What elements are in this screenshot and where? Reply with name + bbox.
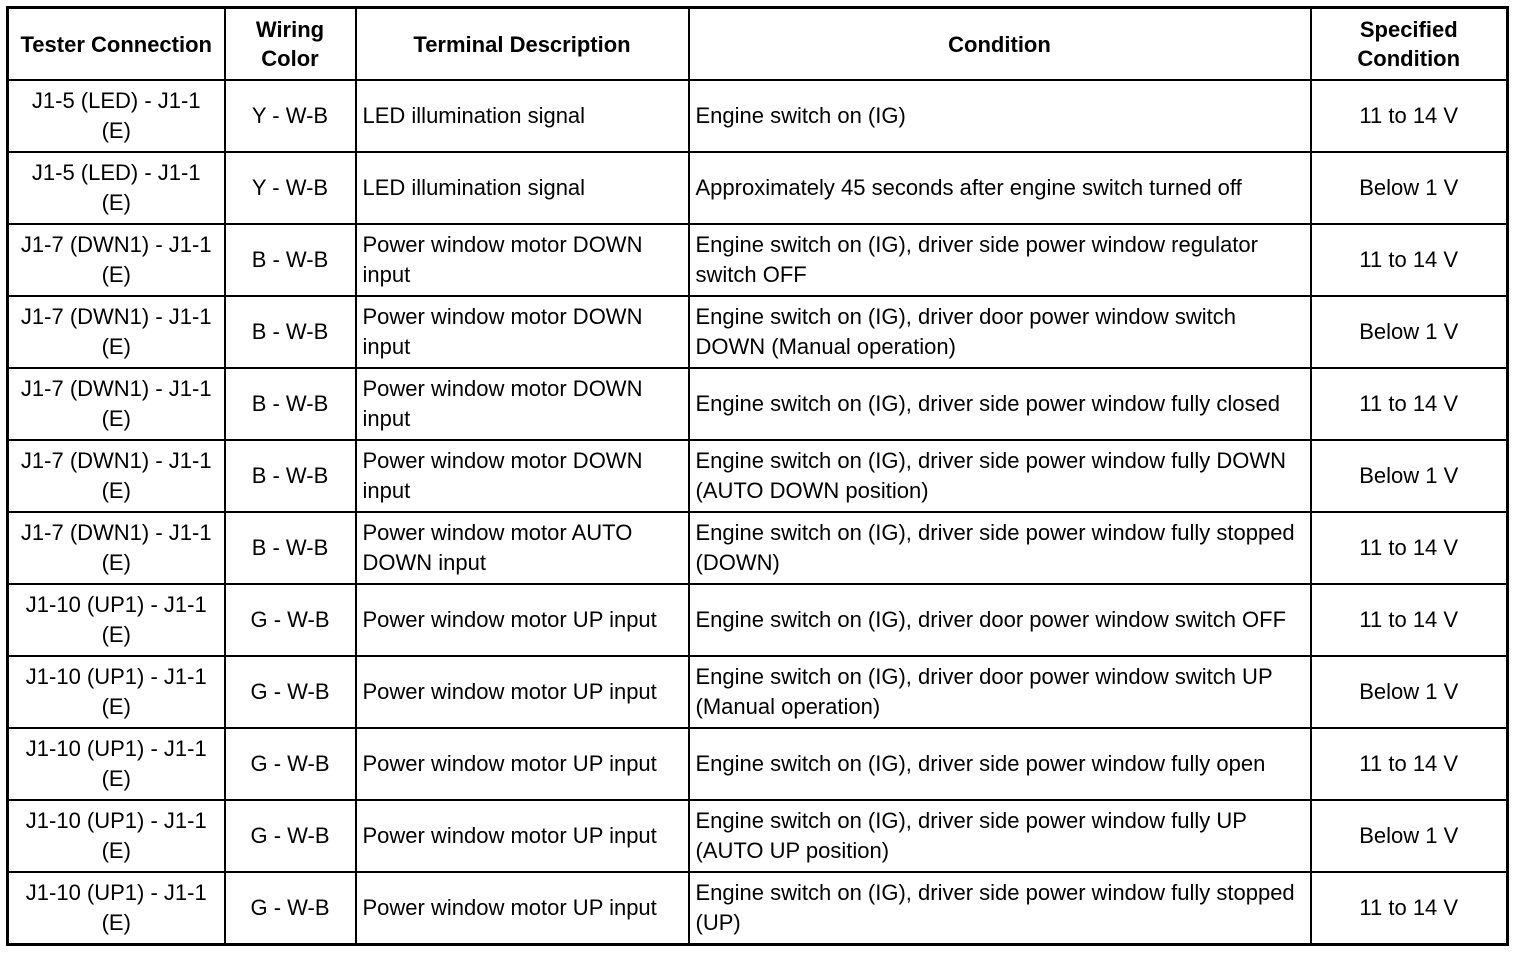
cell-condition: Approximately 45 seconds after engine switch turned off	[689, 152, 1311, 224]
table-row	[8, 728, 1508, 800]
header-row	[8, 8, 1508, 81]
header-condition: Condition	[689, 8, 1311, 81]
cell-wiring-color: G - W-B	[225, 728, 356, 800]
cell-terminal-description: Power window motor DOWN input	[356, 296, 689, 368]
cell-terminal-description: Power window motor UP input	[356, 584, 689, 656]
table-row	[8, 368, 1508, 440]
cell-tester-connection: J1-5 (LED) - J1-1 (E)	[8, 80, 225, 152]
cell-tester-connection: J1-10 (UP1) - J1-1 (E)	[8, 656, 225, 728]
cell-specified-condition: 11 to 14 V	[1311, 872, 1508, 945]
cell-condition: Engine switch on (IG), driver side power window fully UP (AUTO UP position)	[689, 800, 1311, 872]
cell-specified-condition: Below 1 V	[1311, 440, 1508, 512]
table-row	[8, 800, 1508, 872]
cell-tester-connection: J1-10 (UP1) - J1-1 (E)	[8, 800, 225, 872]
cell-tester-connection: J1-10 (UP1) - J1-1 (E)	[8, 728, 225, 800]
cell-condition: Engine switch on (IG), driver side power window fully closed	[689, 368, 1311, 440]
cell-terminal-description: LED illumination signal	[356, 80, 689, 152]
cell-condition: Engine switch on (IG), driver side power window regulator switch OFF	[689, 224, 1311, 296]
cell-wiring-color: Y - W-B	[225, 80, 356, 152]
cell-condition: Engine switch on (IG), driver side power window fully stopped (DOWN)	[689, 512, 1311, 584]
cell-specified-condition: Below 1 V	[1311, 296, 1508, 368]
table-row	[8, 584, 1508, 656]
table-row	[8, 296, 1508, 368]
cell-condition: Engine switch on (IG), driver door power window switch DOWN (Manual operation)	[689, 296, 1311, 368]
cell-specified-condition: 11 to 14 V	[1311, 368, 1508, 440]
cell-wiring-color: G - W-B	[225, 584, 356, 656]
cell-tester-connection: J1-10 (UP1) - J1-1 (E)	[8, 584, 225, 656]
cell-terminal-description: LED illumination signal	[356, 152, 689, 224]
cell-tester-connection: J1-7 (DWN1) - J1-1 (E)	[8, 368, 225, 440]
table-row	[8, 656, 1508, 728]
table-row	[8, 440, 1508, 512]
header-tester-connection: Tester Connection	[8, 8, 225, 81]
cell-specified-condition: Below 1 V	[1311, 152, 1508, 224]
cell-tester-connection: J1-7 (DWN1) - J1-1 (E)	[8, 440, 225, 512]
cell-condition: Engine switch on (IG), driver side power window fully DOWN (AUTO DOWN position)	[689, 440, 1311, 512]
cell-wiring-color: G - W-B	[225, 800, 356, 872]
cell-wiring-color: G - W-B	[225, 656, 356, 728]
table-row	[8, 224, 1508, 296]
cell-terminal-description: Power window motor DOWN input	[356, 224, 689, 296]
header-wiring-color: Wiring Color	[225, 8, 356, 81]
cell-tester-connection: J1-7 (DWN1) - J1-1 (E)	[8, 512, 225, 584]
cell-condition: Engine switch on (IG), driver door power window switch OFF	[689, 584, 1311, 656]
header-specified-condition: Specified Condition	[1311, 8, 1508, 81]
cell-terminal-description: Power window motor UP input	[356, 800, 689, 872]
cell-wiring-color: B - W-B	[225, 368, 356, 440]
cell-tester-connection: J1-7 (DWN1) - J1-1 (E)	[8, 296, 225, 368]
cell-tester-connection: J1-5 (LED) - J1-1 (E)	[8, 152, 225, 224]
cell-tester-connection: J1-10 (UP1) - J1-1 (E)	[8, 872, 225, 945]
cell-terminal-description: Power window motor UP input	[356, 872, 689, 945]
cell-terminal-description: Power window motor DOWN input	[356, 440, 689, 512]
cell-specified-condition: Below 1 V	[1311, 656, 1508, 728]
cell-wiring-color: Y - W-B	[225, 152, 356, 224]
cell-wiring-color: B - W-B	[225, 440, 356, 512]
cell-terminal-description: Power window motor AUTO DOWN input	[356, 512, 689, 584]
cell-wiring-color: B - W-B	[225, 512, 356, 584]
terminal-spec-table	[6, 6, 1509, 946]
cell-condition: Engine switch on (IG), driver side power window fully open	[689, 728, 1311, 800]
table-row	[8, 872, 1508, 945]
table-row	[8, 152, 1508, 224]
cell-specified-condition: 11 to 14 V	[1311, 80, 1508, 152]
header-terminal-description: Terminal Description	[356, 8, 689, 81]
table-row	[8, 80, 1508, 152]
cell-wiring-color: B - W-B	[225, 224, 356, 296]
cell-specified-condition: Below 1 V	[1311, 800, 1508, 872]
cell-terminal-description: Power window motor UP input	[356, 728, 689, 800]
cell-specified-condition: 11 to 14 V	[1311, 584, 1508, 656]
cell-tester-connection: J1-7 (DWN1) - J1-1 (E)	[8, 224, 225, 296]
table-row	[8, 512, 1508, 584]
cell-terminal-description: Power window motor UP input	[356, 656, 689, 728]
cell-specified-condition: 11 to 14 V	[1311, 224, 1508, 296]
cell-terminal-description: Power window motor DOWN input	[356, 368, 689, 440]
cell-condition: Engine switch on (IG), driver side power window fully stopped (UP)	[689, 872, 1311, 945]
cell-condition: Engine switch on (IG)	[689, 80, 1311, 152]
cell-specified-condition: 11 to 14 V	[1311, 728, 1508, 800]
cell-specified-condition: 11 to 14 V	[1311, 512, 1508, 584]
cell-wiring-color: G - W-B	[225, 872, 356, 945]
cell-wiring-color: B - W-B	[225, 296, 356, 368]
cell-condition: Engine switch on (IG), driver door power window switch UP (Manual operation)	[689, 656, 1311, 728]
